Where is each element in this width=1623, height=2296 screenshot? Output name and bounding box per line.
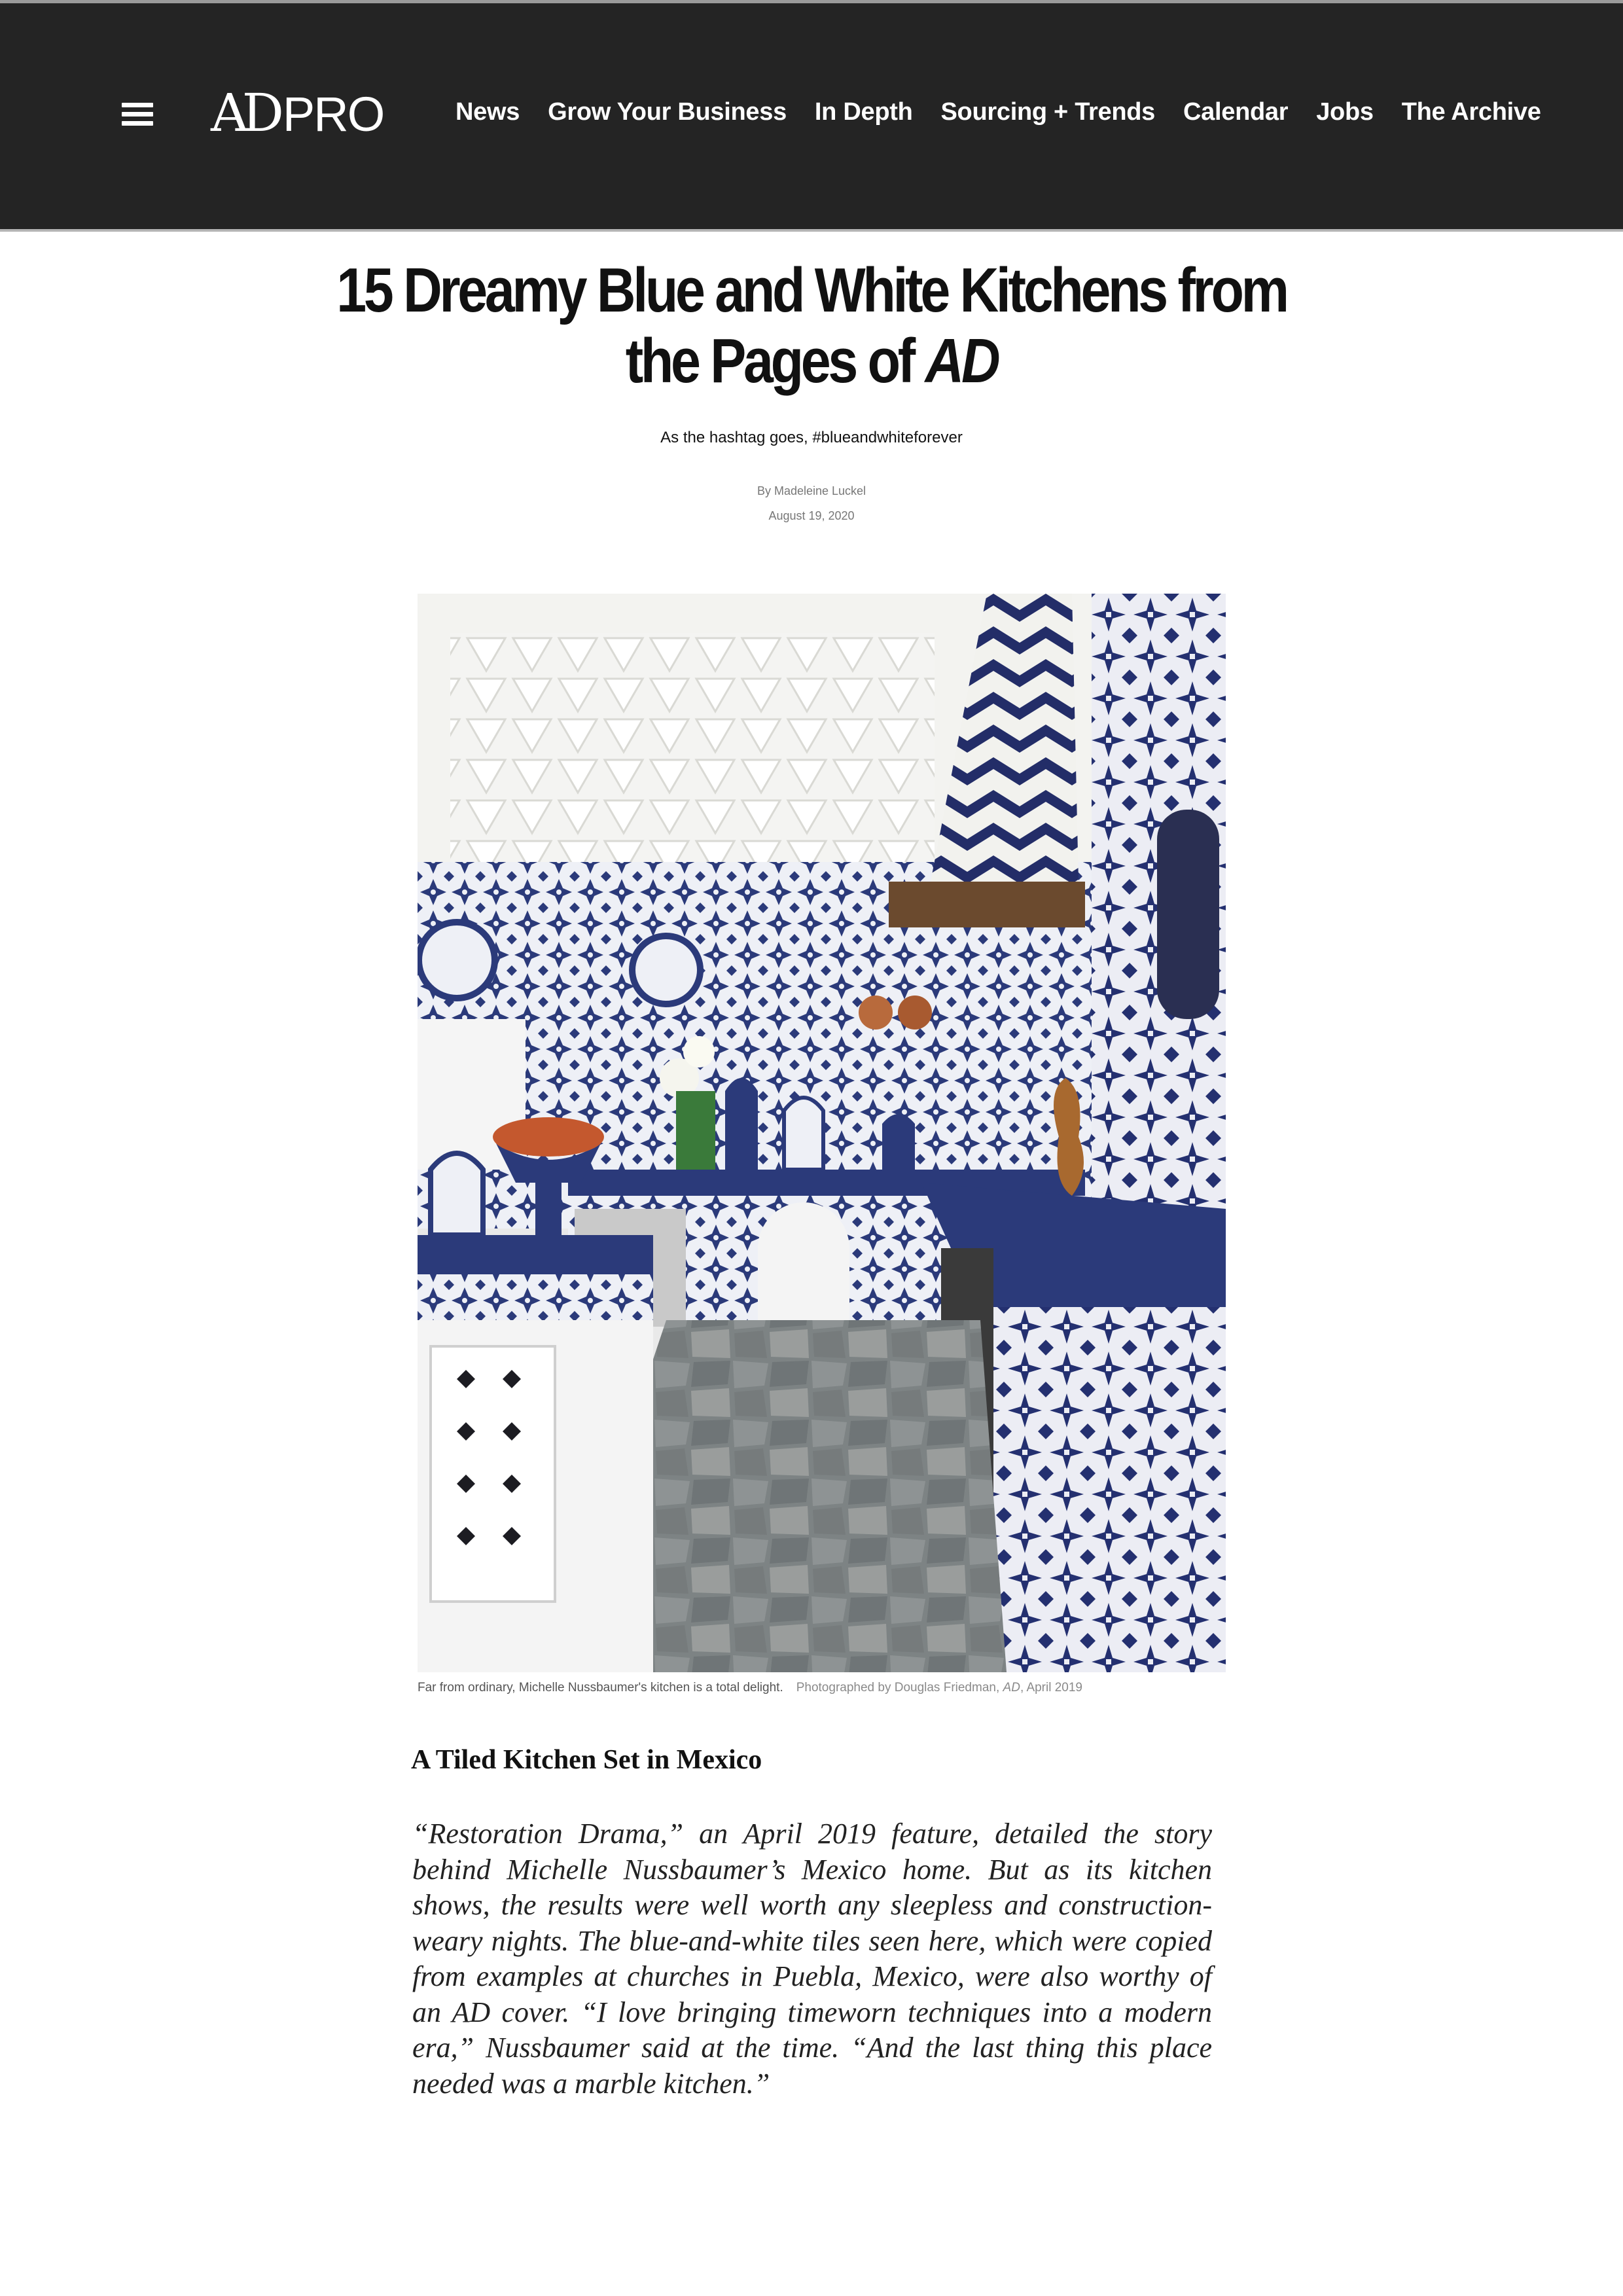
article-title bbox=[305, 255, 1318, 397]
photo-caption bbox=[418, 1681, 1268, 1695]
title-line-2-italic: AD bbox=[925, 326, 998, 396]
nav-calendar[interactable]: Calendar bbox=[1183, 98, 1289, 126]
logo-pro: PRO bbox=[282, 87, 384, 141]
nav-grow-your-business[interactable]: Grow Your Business bbox=[548, 98, 787, 126]
site-logo[interactable] bbox=[211, 84, 383, 143]
nav-jobs[interactable]: Jobs bbox=[1316, 98, 1374, 126]
article-dek: As the hashtag goes, #blueandwhiteforever bbox=[660, 429, 963, 446]
kitchen-photo bbox=[418, 594, 1226, 1672]
header-divider bbox=[0, 229, 1623, 232]
hamburger-menu-icon[interactable] bbox=[122, 101, 153, 128]
article-body: “Restoration Drama,” an April 2019 feature, detailed the story behind Michelle Nussbaumer’s Mexico home. But as its kitchen shows, the results were well worth any sleepless and construction-weary nights. The blue-and-white tiles seen here, which were copied from examples at churches in Puebla, Mexico, were also worthy of an AD cover. “I love bringing timeworn techniques into a modern era,” Nussbaumer said at the time. “And the last thing this place needed was a marble kitchen.” bbox=[412, 1818, 1212, 2100]
nav-sourcing-trends[interactable]: Sourcing + Trends bbox=[940, 98, 1155, 126]
title-line-2-prefix: the Pages of bbox=[625, 326, 925, 396]
caption-text: Far from ordinary, Michelle Nussbaumer's kitchen is a total delight. bbox=[418, 1681, 783, 1695]
logo-ad: AD bbox=[211, 82, 277, 143]
article-date: August 19, 2020 bbox=[768, 509, 855, 522]
site-header bbox=[0, 3, 1623, 229]
article-byline[interactable]: By Madeleine Luckel bbox=[757, 484, 866, 497]
photo-credit bbox=[796, 1681, 1082, 1695]
section-heading: A Tiled Kitchen Set in Mexico bbox=[411, 1745, 762, 1775]
title-line-1: 15 Dreamy Blue and White Kitchens from bbox=[336, 255, 1287, 325]
nav-news[interactable]: News bbox=[455, 98, 520, 126]
credit-prefix: Photographed by Douglas Friedman, bbox=[796, 1681, 1003, 1695]
nav-the-archive[interactable]: The Archive bbox=[1401, 98, 1541, 126]
primary-nav bbox=[455, 94, 1541, 130]
nav-in-depth[interactable]: In Depth bbox=[814, 98, 913, 126]
credit-suffix: , April 2019 bbox=[1020, 1681, 1083, 1695]
credit-italic: AD bbox=[1003, 1681, 1020, 1695]
